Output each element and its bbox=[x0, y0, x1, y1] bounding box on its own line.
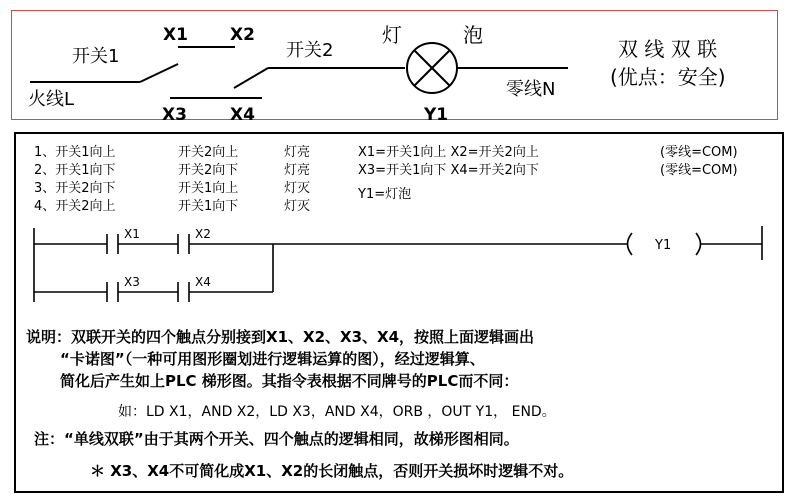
mapping-line-3: Y1=灯泡 bbox=[358, 187, 412, 202]
row2-col3: 灯亮 bbox=[284, 163, 311, 178]
panel-title: 双 线 双 联 bbox=[618, 37, 718, 61]
panel-subtitle: (优点：安全) bbox=[610, 65, 726, 89]
io-mapping bbox=[357, 144, 738, 202]
ladder-diagram bbox=[34, 226, 762, 302]
note-line-4: 如：LD X1，AND X2，LD X3，AND X4，ORB ，OUT Y1， END。 bbox=[118, 404, 556, 420]
terminal-x1-label: X1 bbox=[163, 25, 188, 45]
row4-col1: 4、开关2向上 bbox=[34, 199, 116, 214]
lamp-label-1: 灯 bbox=[382, 23, 402, 47]
row3-col1: 3、开关2向下 bbox=[34, 181, 116, 196]
contact-x1-label: X1 bbox=[124, 227, 140, 241]
switch1-blade bbox=[140, 64, 178, 82]
switch2-blade bbox=[234, 68, 268, 88]
row4-col2: 开关1向下 bbox=[178, 199, 239, 214]
switch1-label: 开关1 bbox=[72, 46, 120, 67]
mapping-line-1: X1=开关1向上 X2=开关2向上 bbox=[358, 145, 539, 160]
switch2-label: 开关2 bbox=[286, 40, 334, 61]
row2-col2: 开关2向下 bbox=[178, 163, 239, 178]
note-line-5: 注：“单线双联”由于其两个开关、四个触点的逻辑相同，故梯形图相同。 bbox=[34, 430, 519, 448]
coil-right-arc bbox=[696, 233, 701, 255]
terminal-x3-label: X3 bbox=[162, 105, 187, 125]
note-line-3: 简化后产生如上PLC 梯形图。其指令表根据不同牌号的PLC而不同： bbox=[60, 372, 519, 390]
notes bbox=[26, 328, 573, 481]
lamp-output-label: Y1 bbox=[424, 105, 449, 125]
row1-col1: 1、开关1向上 bbox=[34, 145, 116, 160]
note-line-6: ＊ X3、X4不可简化成X1、X2的长闭触点，否则开关损坏时逻辑不对。 bbox=[90, 462, 574, 480]
row1-col3: 灯亮 bbox=[284, 145, 311, 160]
contact-x4-label: X4 bbox=[195, 275, 211, 289]
contact-x2-label: X2 bbox=[195, 227, 211, 241]
terminal-x4-label: X4 bbox=[230, 105, 255, 125]
truth-table bbox=[34, 145, 310, 214]
note-line-1: 说明：双联开关的四个触点分别接到X1、X2、X3、X4，按照上面逻辑画出 bbox=[26, 328, 535, 346]
note-line-2: “卡诺图”（一种可用图形圈划进行逻辑运算的图），经过逻辑算、 bbox=[60, 350, 485, 368]
mapping-line-2: X3=开关1向下 X4=开关2向下 bbox=[358, 163, 539, 178]
row3-col3: 灯灭 bbox=[284, 181, 311, 196]
terminal-x2-label: X2 bbox=[230, 25, 255, 45]
row3-col2: 开关1向上 bbox=[178, 181, 239, 196]
row4-col3: 灯灭 bbox=[284, 199, 311, 214]
coil-y1-label: Y1 bbox=[655, 238, 672, 253]
row1-col2: 开关2向上 bbox=[178, 145, 239, 160]
contact-x3-label: X3 bbox=[124, 275, 140, 289]
live-wire-label: 火线L bbox=[28, 89, 75, 110]
com-note-1: (零线=COM) bbox=[660, 145, 738, 160]
ladder-labels bbox=[124, 227, 671, 289]
coil-left-arc bbox=[628, 233, 633, 255]
row2-col1: 2、开关1向下 bbox=[34, 163, 116, 178]
neutral-label: 零线N bbox=[506, 79, 556, 100]
com-note-2: (零线=COM) bbox=[660, 163, 738, 178]
lamp-label-2: 泡 bbox=[463, 23, 483, 47]
